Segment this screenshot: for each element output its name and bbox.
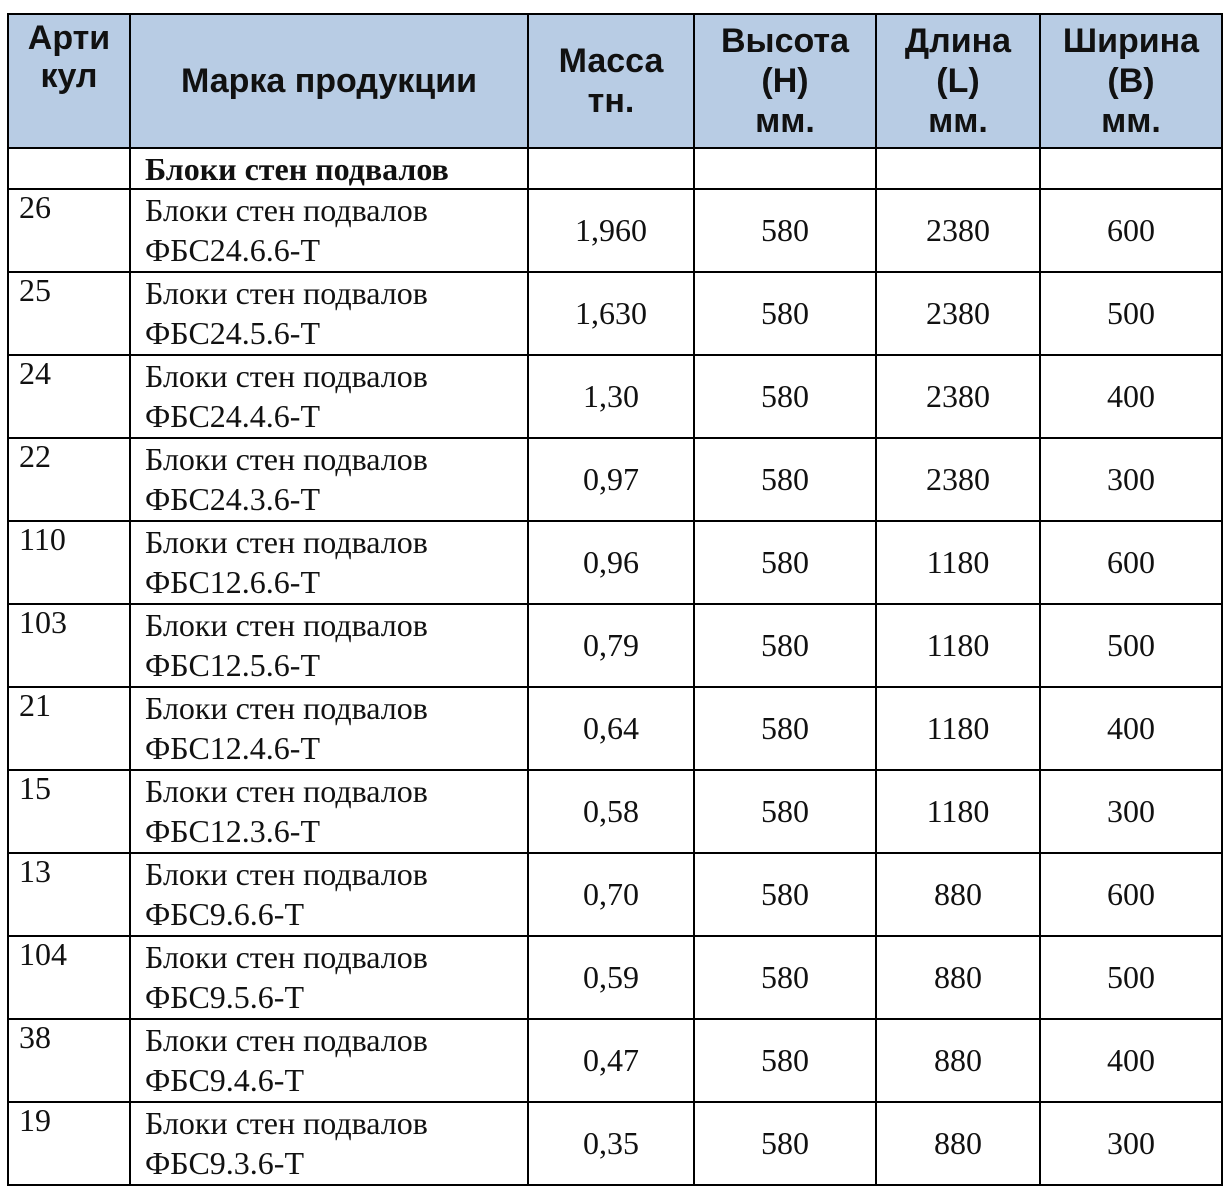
header-height: Высота (H) мм. <box>694 14 876 148</box>
table-row <box>8 770 1222 853</box>
width-cell: 500 <box>1040 604 1222 687</box>
table-row <box>8 1019 1222 1102</box>
article-cell: 104 <box>8 936 130 1019</box>
header-width: Ширина (B) мм. <box>1040 14 1222 148</box>
article-cell: 13 <box>8 853 130 936</box>
product-name-line1: Блоки стен подвалов <box>145 275 428 311</box>
table-header <box>8 14 1222 148</box>
product-code: ФБС12.5.6-Т <box>145 647 320 683</box>
product-code: ФБС9.6.6-Т <box>145 896 304 932</box>
table-row <box>8 687 1222 770</box>
product-name-line1: Блоки стен подвалов <box>145 856 428 892</box>
section-empty-cell <box>528 148 694 189</box>
product-name-line1: Блоки стен подвалов <box>145 358 428 394</box>
section-empty-cell <box>8 148 130 189</box>
product-code: ФБС9.4.6-Т <box>145 1062 304 1098</box>
article-cell: 15 <box>8 770 130 853</box>
table-row <box>8 189 1222 272</box>
product-name-cell <box>130 1019 528 1102</box>
header-product-name: Марка продукции <box>130 14 528 148</box>
product-code: ФБС24.5.6-Т <box>145 315 320 351</box>
table-row <box>8 1102 1222 1185</box>
height-cell: 580 <box>694 770 876 853</box>
height-cell: 580 <box>694 936 876 1019</box>
product-name-cell <box>130 936 528 1019</box>
height-cell: 580 <box>694 438 876 521</box>
article-cell: 103 <box>8 604 130 687</box>
mass-cell: 0,97 <box>528 438 694 521</box>
height-cell: 580 <box>694 604 876 687</box>
height-cell: 580 <box>694 687 876 770</box>
mass-cell: 0,35 <box>528 1102 694 1185</box>
length-cell: 2380 <box>876 272 1040 355</box>
mass-cell: 0,58 <box>528 770 694 853</box>
product-name-cell <box>130 272 528 355</box>
product-table <box>7 13 1223 1186</box>
mass-cell: 0,47 <box>528 1019 694 1102</box>
product-name-line1: Блоки стен подвалов <box>145 441 428 477</box>
table-row <box>8 604 1222 687</box>
product-name-line1: Блоки стен подвалов <box>145 524 428 560</box>
length-cell: 2380 <box>876 189 1040 272</box>
height-cell: 580 <box>694 272 876 355</box>
length-cell: 2380 <box>876 355 1040 438</box>
length-cell: 1180 <box>876 687 1040 770</box>
product-name-cell <box>130 355 528 438</box>
product-name-line1: Блоки стен подвалов <box>145 690 428 726</box>
table-row <box>8 272 1222 355</box>
section-row <box>8 148 1222 189</box>
section-empty-cell <box>694 148 876 189</box>
header-length: Длина (L) мм. <box>876 14 1040 148</box>
product-name-cell <box>130 438 528 521</box>
section-title: Блоки стен подвалов <box>130 148 528 189</box>
width-cell: 300 <box>1040 770 1222 853</box>
mass-cell: 1,630 <box>528 272 694 355</box>
length-cell: 880 <box>876 1019 1040 1102</box>
product-name-line1: Блоки стен подвалов <box>145 607 428 643</box>
product-code: ФБС12.4.6-Т <box>145 730 320 766</box>
article-cell: 24 <box>8 355 130 438</box>
product-name-line1: Блоки стен подвалов <box>145 1105 428 1141</box>
header-article: Арти кул <box>8 14 130 148</box>
height-cell: 580 <box>694 1019 876 1102</box>
mass-cell: 0,59 <box>528 936 694 1019</box>
table-row <box>8 936 1222 1019</box>
width-cell: 300 <box>1040 1102 1222 1185</box>
article-cell: 22 <box>8 438 130 521</box>
height-cell: 580 <box>694 521 876 604</box>
product-name-line1: Блоки стен подвалов <box>145 773 428 809</box>
table-row <box>8 355 1222 438</box>
length-cell: 2380 <box>876 438 1040 521</box>
product-name-cell <box>130 1102 528 1185</box>
product-name-cell <box>130 521 528 604</box>
section-empty-cell <box>1040 148 1222 189</box>
product-code: ФБС9.3.6-Т <box>145 1145 304 1181</box>
product-code: ФБС12.6.6-Т <box>145 564 320 600</box>
mass-cell: 0,79 <box>528 604 694 687</box>
table-row <box>8 521 1222 604</box>
mass-cell: 0,64 <box>528 687 694 770</box>
width-cell: 400 <box>1040 355 1222 438</box>
article-cell: 38 <box>8 1019 130 1102</box>
product-name-line1: Блоки стен подвалов <box>145 192 428 228</box>
mass-cell: 0,96 <box>528 521 694 604</box>
height-cell: 580 <box>694 853 876 936</box>
length-cell: 1180 <box>876 604 1040 687</box>
width-cell: 500 <box>1040 272 1222 355</box>
width-cell: 400 <box>1040 1019 1222 1102</box>
length-cell: 1180 <box>876 770 1040 853</box>
width-cell: 300 <box>1040 438 1222 521</box>
length-cell: 880 <box>876 1102 1040 1185</box>
product-code: ФБС24.4.6-Т <box>145 398 320 434</box>
width-cell: 600 <box>1040 853 1222 936</box>
product-code: ФБС9.5.6-Т <box>145 979 304 1015</box>
width-cell: 500 <box>1040 936 1222 1019</box>
mass-cell: 1,30 <box>528 355 694 438</box>
width-cell: 400 <box>1040 687 1222 770</box>
length-cell: 1180 <box>876 521 1040 604</box>
product-code: ФБС24.3.6-Т <box>145 481 320 517</box>
header-mass: Масса тн. <box>528 14 694 148</box>
width-cell: 600 <box>1040 189 1222 272</box>
table-row <box>8 438 1222 521</box>
product-name-cell <box>130 853 528 936</box>
length-cell: 880 <box>876 936 1040 1019</box>
table-body <box>8 148 1222 1185</box>
mass-cell: 0,70 <box>528 853 694 936</box>
table-row <box>8 853 1222 936</box>
height-cell: 580 <box>694 189 876 272</box>
height-cell: 580 <box>694 355 876 438</box>
product-code: ФБС12.3.6-Т <box>145 813 320 849</box>
article-cell: 19 <box>8 1102 130 1185</box>
mass-cell: 1,960 <box>528 189 694 272</box>
product-code: ФБС24.6.6-Т <box>145 232 320 268</box>
product-name-cell <box>130 604 528 687</box>
product-name-cell <box>130 687 528 770</box>
article-cell: 25 <box>8 272 130 355</box>
product-name-cell <box>130 189 528 272</box>
article-cell: 110 <box>8 521 130 604</box>
article-cell: 21 <box>8 687 130 770</box>
product-name-line1: Блоки стен подвалов <box>145 939 428 975</box>
length-cell: 880 <box>876 853 1040 936</box>
product-name-line1: Блоки стен подвалов <box>145 1022 428 1058</box>
product-name-cell <box>130 770 528 853</box>
height-cell: 580 <box>694 1102 876 1185</box>
section-empty-cell <box>876 148 1040 189</box>
article-cell: 26 <box>8 189 130 272</box>
header-row <box>8 14 1222 148</box>
width-cell: 600 <box>1040 521 1222 604</box>
